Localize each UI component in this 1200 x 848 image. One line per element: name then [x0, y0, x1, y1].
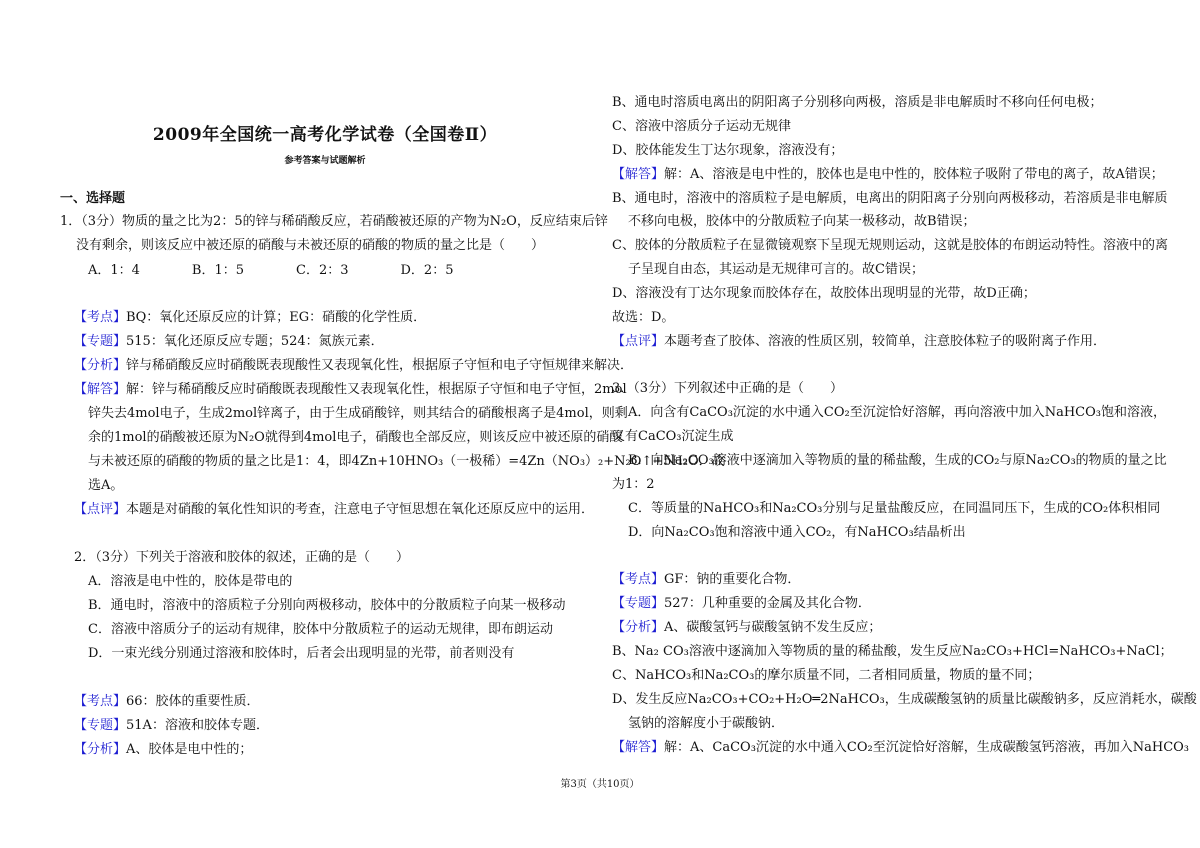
left-text-line	[74, 741, 252, 759]
left-text-line	[76, 237, 544, 255]
line-text: 不移向电极，胶体中的分散质粒子向某一极移动，故B错误；	[628, 214, 976, 229]
line-text: 没有剩余，则该反应中被还原的硝酸与未被还原的硝酸的物质的量之比是（ ）	[76, 238, 545, 253]
line-text: D、胶体能发生丁达尔现象，溶液没有；	[612, 143, 844, 158]
line-text: B、通电时溶质电离出的阴阳离子分别移向两极，溶质是非电解质时不移向任何电极；	[612, 95, 1103, 110]
right-text-line	[612, 739, 1189, 757]
page-footer: 第3页（共10页）	[560, 779, 640, 790]
section-tag: 【分析】	[612, 620, 665, 635]
left-text-line	[74, 693, 260, 711]
section-tag: 【考点】	[74, 310, 127, 325]
right-text-line	[612, 476, 655, 494]
line-text: 与未被还原的硝酸的物质的量之比是1：4，即4Zn+10HNO₃（一极稀）=4Zn（NO₃）₂+N₂O↑+5H₂O．故	[88, 454, 725, 469]
line-text: 1．（3分）物质的量之比为2：5的锌与稀硝酸反应，若硝酸被还原的产物为N₂O，反应结束后锌	[60, 214, 608, 229]
section-tag: 【解答】	[612, 740, 665, 755]
line-text: A．向含有CaCO₃沉淀的水中通入CO₂至沉淀恰好溶解，再向溶液中加入NaHCO₃饱和溶液，	[628, 405, 1166, 420]
line-text: C、NaHCO₃和Na₂CO₃的摩尔质量不同，二者相同质量，物质的量不同；	[612, 668, 1041, 683]
section-tag: 【点评】	[612, 334, 665, 349]
line-text: 解：A、CaCO₃沉淀的水中通入CO₂至沉淀恰好溶解，生成碳酸氢钙溶液，再加入NaHCO₃	[664, 740, 1190, 755]
right-text-line	[612, 691, 1197, 709]
line-text: GF：钠的重要化合物．	[664, 572, 801, 587]
line-text: 本题考查了胶体、溶液的性质区别，较简单，注意胶体粒子的吸附离子作用．	[664, 334, 1107, 349]
line-text: 为1：2	[612, 477, 655, 492]
right-text-line	[612, 237, 1168, 255]
section-tag: 【专题】	[612, 596, 665, 611]
right-text-line	[628, 715, 784, 733]
line-text: 本题是对硝酸的氧化性知识的考查，注意电子守恒思想在氧化还原反应中的运用．	[126, 502, 595, 517]
line-text: 51A：溶液和胶体专题．	[126, 718, 269, 733]
section-tag: 【点评】	[74, 502, 127, 517]
right-text-line	[612, 667, 1040, 685]
section-tag: 【专题】	[74, 334, 127, 349]
line-text: 66：胶体的重要性质．	[126, 694, 260, 709]
line-text: D、溶液没有丁达尔现象而胶体存在，故胶体出现明显的光带，故D正确；	[612, 286, 1036, 301]
right-text-line	[612, 166, 1164, 184]
section-tag: 【解答】	[74, 382, 127, 397]
left-text-line	[74, 501, 594, 519]
left-text-line	[88, 621, 553, 639]
right-text-line	[612, 380, 843, 398]
left-text-line	[74, 333, 384, 351]
left-text-line	[74, 309, 426, 327]
right-text-line	[612, 643, 1173, 661]
section-tag: 【考点】	[612, 572, 665, 587]
line-text: 故选：D。	[612, 310, 675, 325]
right-text-line	[612, 94, 1103, 112]
line-text: BQ：氧化还原反应的计算；EG：硝酸的化学性质．	[126, 310, 427, 325]
left-text-line	[88, 573, 292, 591]
section-tag: 【考点】	[74, 694, 127, 709]
right-text-line	[612, 118, 791, 136]
section-tag: 【分析】	[74, 358, 127, 373]
section-tag: 【专题】	[74, 718, 127, 733]
line-text: D．一束光线分别通过溶液和胶体时，后者会出现明显的光带，前者则没有	[88, 646, 515, 661]
line-text: 解：A、溶液是电中性的，胶体也是电中性的，胶体粒子吸附了带电的离子，故A错误；	[664, 167, 1164, 182]
line-text: B、Na₂ CO₃溶液中逐滴加入等物质的量的稀盐酸，发生反应Na₂CO₃+HCl=NaHCO₃+NaCl；	[612, 644, 1173, 659]
line-text: B、通电时，溶液中的溶质粒子是电解质，电离出的阴阳离子分别向两极移动，若溶质是非电解质	[612, 191, 1168, 206]
right-text-line	[612, 142, 843, 160]
left-text-line	[74, 549, 409, 567]
right-text-line	[612, 333, 1106, 351]
page-subtitle: 参考答案与试题解析	[284, 156, 366, 166]
line-text: A．1：4 B．1：5 C．2：3 D．2：5	[88, 263, 454, 278]
line-text: 选A。	[88, 478, 124, 493]
line-text: C、溶液中溶质分子运动无规律	[612, 119, 791, 134]
line-text: 一、选择题	[60, 191, 126, 206]
line-text: 3．（3分）下列叙述中正确的是（ ）	[612, 381, 844, 396]
line-text: 又有CaCO₃沉淀生成	[612, 429, 734, 444]
right-text-line	[612, 595, 871, 613]
line-text: 515：氧化还原反应专题；524：氮族元素．	[126, 334, 384, 349]
right-text-line	[628, 213, 976, 231]
right-text-line	[612, 190, 1168, 208]
right-text-line	[612, 571, 800, 589]
line-text: C、胶体的分散质粒子在显微镜观察下呈现无规则运动，这就是胶体的布朗运动特性。溶液中的离	[612, 238, 1168, 253]
right-text-line	[628, 500, 1160, 518]
left-text-line	[88, 597, 566, 615]
left-text-line	[88, 477, 123, 495]
left-text-line	[74, 717, 269, 735]
line-text: A、胶体是电中性的；	[126, 742, 253, 757]
line-text: C．溶液中溶质分子的运动有规律，胶体中分散质粒子的运动无规律，即布朗运动	[88, 622, 553, 637]
left-text-line	[88, 645, 514, 663]
line-text: D、发生反应Na₂CO₃+CO₂+H₂O═2NaHCO₃，生成碳酸氢钠的质量比碳酸钠多，反应消耗水，碳酸	[612, 692, 1197, 707]
section-tag: 【分析】	[74, 742, 127, 757]
left-text-line	[88, 405, 628, 423]
page-title: 2009年全国统一高考化学试卷（全国卷Ⅱ）	[152, 125, 498, 145]
right-text-line	[628, 452, 1167, 470]
line-text: 余的1mol的硝酸被还原为N₂O就得到4mol电子，硝酸也全部反应，则该反应中被还原的硝酸	[88, 430, 623, 445]
line-text: 527：几种重要的金属及其化合物．	[664, 596, 871, 611]
left-text-line	[74, 381, 627, 399]
line-text: B．通电时，溶液中的溶质粒子分别向两极移动，胶体中的分散质粒子向某一极移动	[88, 598, 566, 613]
line-text: B．向Na₂CO₃溶液中逐滴加入等物质的量的稀盐酸，生成的CO₂与原Na₂CO₃的物质的量之比	[628, 453, 1167, 468]
section-tag: 【解答】	[612, 167, 665, 182]
line-text: 2．（3分）下列关于溶液和胶体的叙述，正确的是（ ）	[74, 550, 410, 565]
line-text: D．向Na₂CO₃饱和溶液中通入CO₂，有NaHCO₃结晶析出	[628, 525, 966, 540]
line-text: 解：锌与稀硝酸反应时硝酸既表现酸性又表现氧化性，根据原子守恒和电子守恒，2mol	[126, 382, 627, 397]
left-text-line	[88, 262, 453, 280]
line-text: 氢钠的溶解度小于碳酸钠．	[628, 716, 785, 731]
right-text-line	[612, 619, 881, 637]
line-text: 子呈现自由态，其运动是无规律可言的。故C错误；	[628, 262, 924, 277]
line-text: C．等质量的NaHCO₃和Na₂CO₃分别与足量盐酸反应，在同温同压下，生成的CO₂体积相同	[628, 501, 1161, 516]
left-text-line	[88, 429, 622, 447]
line-text: 锌失去4mol电子，生成2mol锌离子，由于生成硝酸锌，则其结合的硝酸根离子是4mol，则剩	[88, 406, 628, 421]
left-text-line	[60, 190, 125, 208]
right-text-line	[612, 428, 734, 446]
right-text-line	[612, 285, 1036, 303]
right-text-line	[628, 261, 924, 279]
right-text-line	[612, 309, 674, 327]
right-text-line	[628, 404, 1166, 422]
right-text-line	[628, 524, 966, 542]
left-text-line	[74, 357, 633, 375]
line-text: A．溶液是电中性的，胶体是带电的	[88, 574, 293, 589]
line-text: A、碳酸氢钙与碳酸氢钠不发生反应；	[664, 620, 882, 635]
left-text-line	[60, 213, 608, 231]
line-text: 锌与稀硝酸反应时硝酸既表现酸性又表现氧化性，根据原子守恒和电子守恒规律来解决．	[126, 358, 634, 373]
